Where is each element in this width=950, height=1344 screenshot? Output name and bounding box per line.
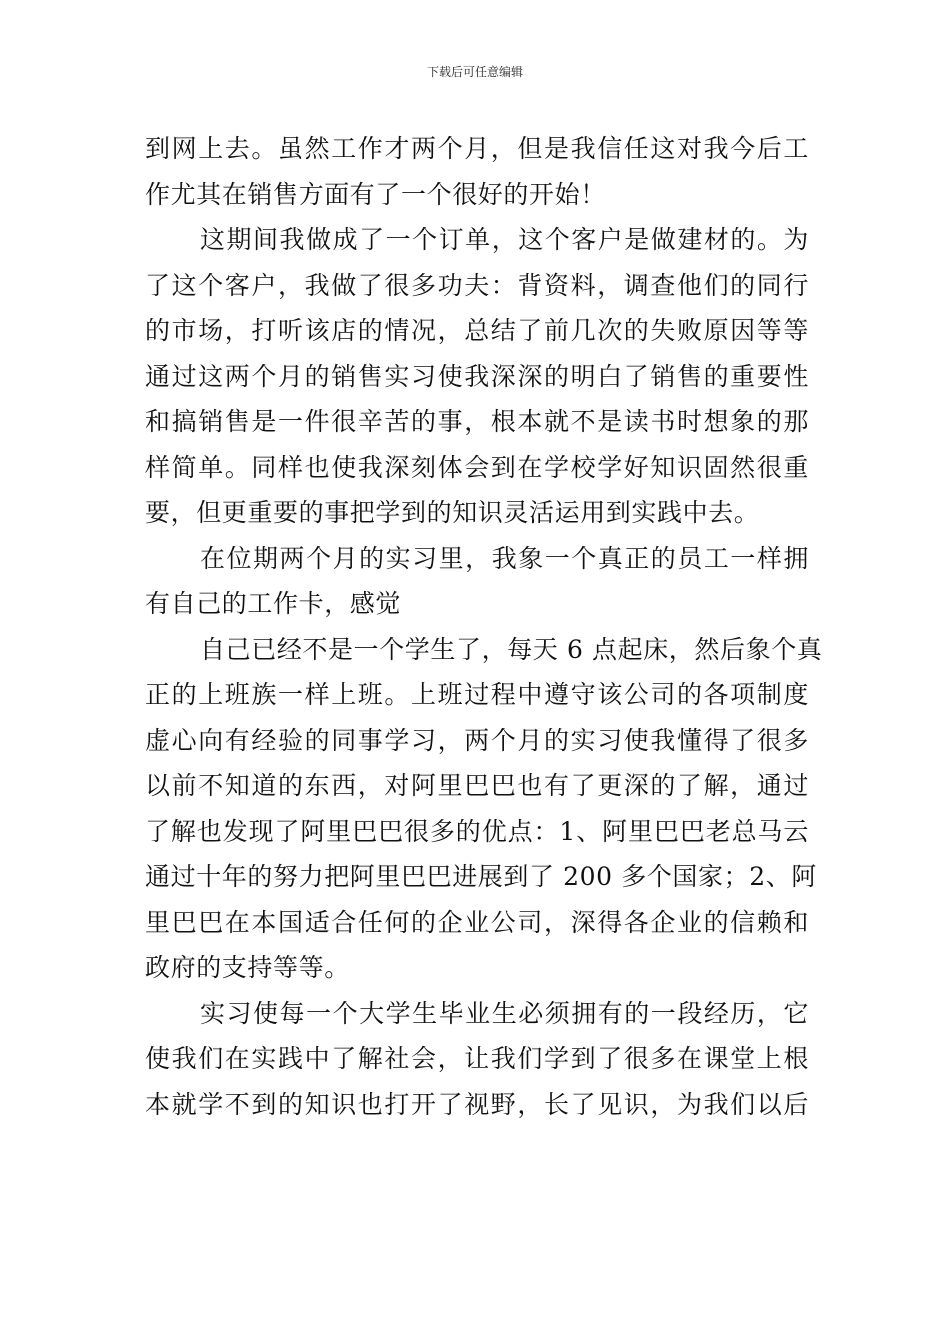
text-line: 到网上去。虽然工作才两个月，但是我信任这对我今后工 <box>145 134 809 163</box>
document-body <box>145 126 823 1127</box>
page-header-note: 下载后可任意编辑 <box>426 65 523 79</box>
text-line: 以前不知道的东西，对阿里巴巴也有了更深的了解，通过 <box>145 771 809 800</box>
text-line: 使我们在实践中了解社会，让我们学到了很多在课堂上根 <box>145 1044 809 1073</box>
text-line: 政府的支持等等。 <box>145 953 350 982</box>
text-line: 通过十年的努力把阿里巴巴进展到了 200 多个国家；2、阿 <box>145 862 817 891</box>
text-line: 自己已经不是一个学生了，每天 6 点起床，然后象个真 <box>200 634 823 664</box>
text-line: 了这个客户，我做了很多功夫：背资料，调查他们的同行 <box>145 270 809 300</box>
text-line: 这期间我做成了一个订单，这个客户是做建材的。为 <box>200 225 809 254</box>
text-line: 实习使每一个大学生毕业生必须拥有的一段经历，它 <box>200 998 809 1028</box>
text-line: 了解也发现了阿里巴巴很多的优点：1、阿里巴巴老总马云 <box>145 816 809 846</box>
text-line: 里巴巴在本国适合任何的企业公司，深得各企业的信赖和 <box>145 907 809 937</box>
text-line: 样简单。同样也使我深刻体会到在学校学好知识固然很重 <box>145 452 809 482</box>
text-line: 要，但更重要的事把学到的知识灵活运用到实践中去。 <box>145 498 760 527</box>
text-line: 作尤其在销售方面有了一个很好的开始！ <box>145 179 606 209</box>
text-line: 正的上班族一样上班。上班过程中遵守该公司的各项制度 <box>145 680 809 709</box>
text-line: 本就学不到的知识也打开了视野，长了见识，为我们以后 <box>145 1089 809 1119</box>
text-line: 的市场，打听该店的情况，总结了前几次的失败原因等等 <box>145 316 809 345</box>
text-line: 在位期两个月的实习里，我象一个真正的员工一样拥 <box>200 543 809 573</box>
text-line: 有自己的工作卡，感觉 <box>145 589 402 618</box>
text-line: 虚心向有经验的同事学习，两个月的实习使我懂得了很多 <box>145 725 809 755</box>
text-line: 通过这两个月的销售实习使我深深的明白了销售的重要性 <box>145 361 809 391</box>
text-line: 和搞销售是一件很辛苦的事，根本就不是读书时想象的那 <box>145 407 809 436</box>
